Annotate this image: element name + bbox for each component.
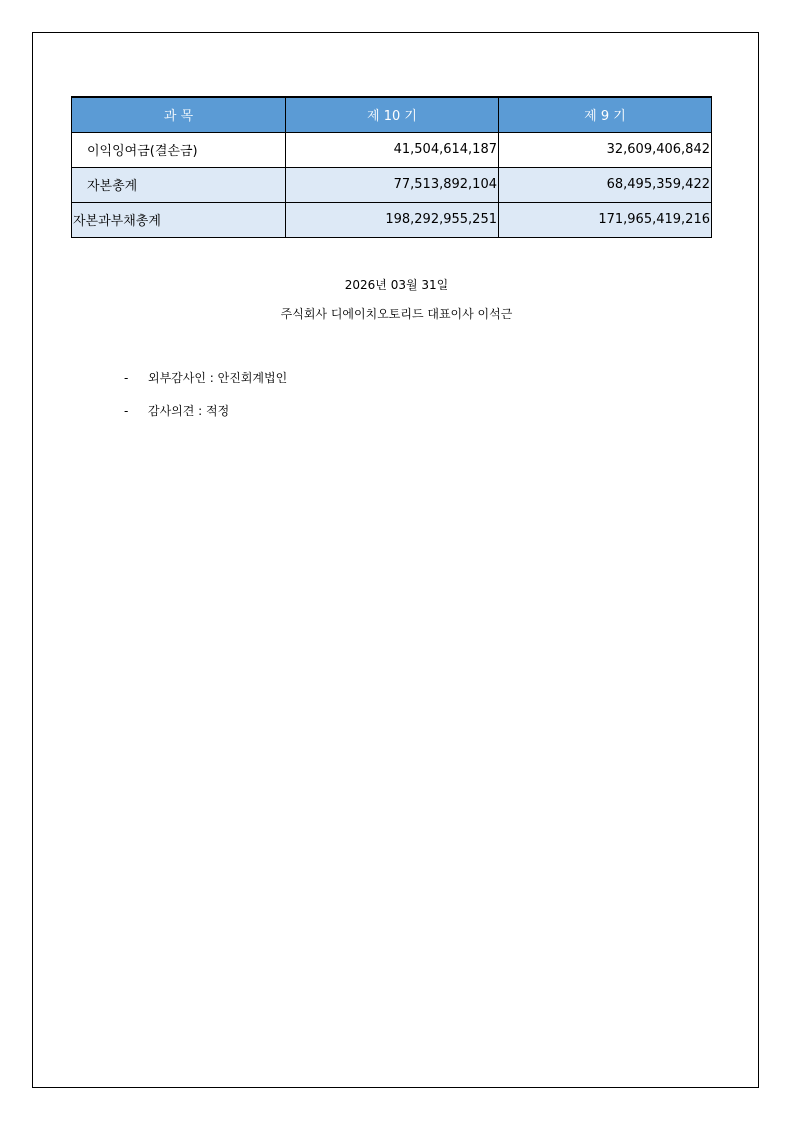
note-dash: - [124,404,129,418]
note-text: 감사의견 : 적정 [148,404,230,418]
header-previous-period: 제 9 기 [499,97,712,132]
note-opinion [124,402,229,419]
table-row [72,167,712,202]
note-text: 외부감사인 : 안진회계법인 [148,371,288,385]
row-previous-value: 32,609,406,842 [499,132,712,167]
row-current-value: 198,292,955,251 [286,202,499,237]
row-current-value: 77,513,892,104 [286,167,499,202]
row-label: 이익잉여금(결손금) [72,132,286,167]
note-auditor [124,369,287,386]
note-dash: - [124,371,129,385]
row-current-value: 41,504,614,187 [286,132,499,167]
row-previous-value: 171,965,419,216 [499,202,712,237]
table-header-row [72,97,712,132]
header-account: 과 목 [72,97,286,132]
row-label: 자본과부채총계 [72,202,286,237]
signature-line: 주식회사 디에이치오토리드 대표이사 이석근 [280,307,513,321]
report-date: 2026년 03월 31일 [344,278,449,292]
header-current-period: 제 10 기 [286,97,499,132]
row-label: 자본총계 [72,167,286,202]
row-previous-value: 68,495,359,422 [499,167,712,202]
table-row [72,132,712,167]
table-row [72,202,712,237]
financial-table [71,96,712,238]
